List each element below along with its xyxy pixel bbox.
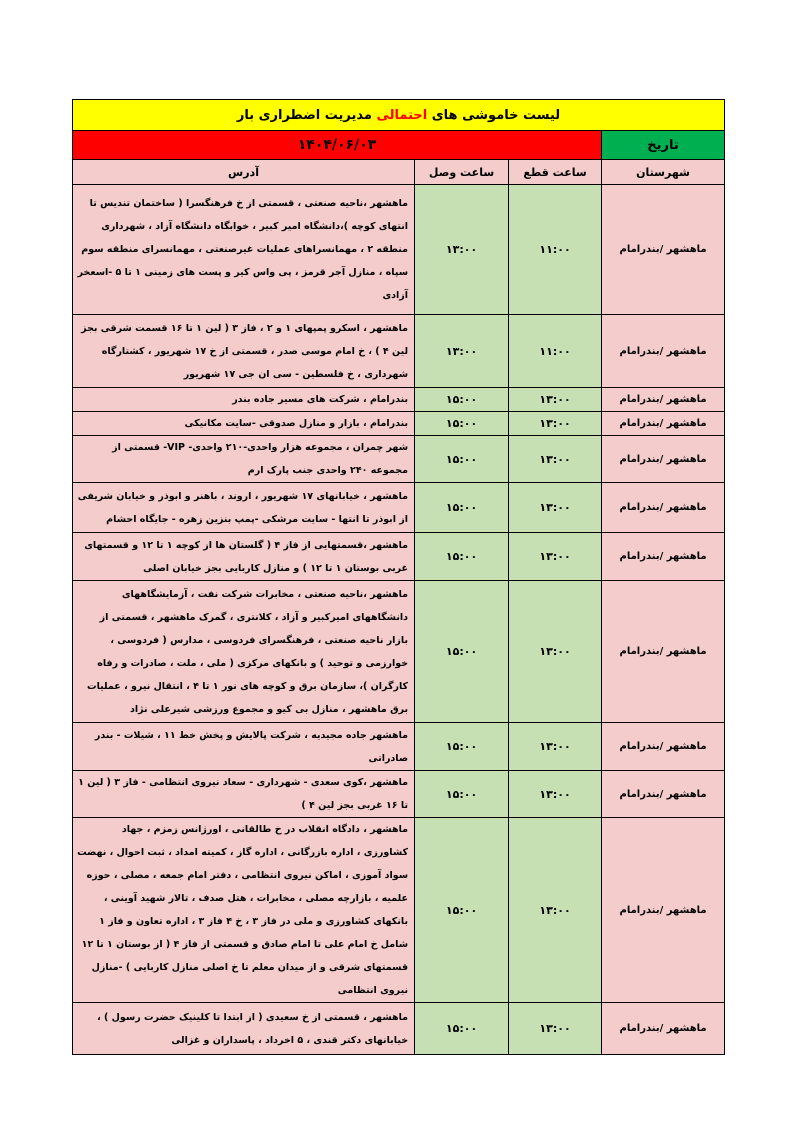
title-part2: مدیریت اضطراری بار xyxy=(236,107,372,123)
row-city: ماهشهر /بندرامام xyxy=(602,436,725,483)
row-city: ماهشهر /بندرامام xyxy=(602,581,725,723)
row-connect-time: ۱۵:۰۰ xyxy=(415,771,509,818)
row-address: بندرامام ، بازار و منازل صدوقی -سایت مکانیکی xyxy=(73,412,415,436)
table-row xyxy=(73,1003,725,1055)
row-cut-time: ۱۳:۰۰ xyxy=(509,533,602,581)
row-city: ماهشهر /بندرامام xyxy=(602,771,725,818)
row-address: شهر چمران ، مجموعه هزار واحدی-۲۱۰ واحدی- VIP- قسمتی از مجموعه ۲۴۰ واحدی جنب پارک ارم xyxy=(73,436,415,483)
row-connect-time: ۱۵:۰۰ xyxy=(415,581,509,723)
row-connect-time: ۱۵:۰۰ xyxy=(415,483,509,533)
header-cut-time: ساعت قطع xyxy=(509,160,602,185)
table-row xyxy=(73,436,725,483)
row-city: ماهشهر /بندرامام xyxy=(602,1003,725,1055)
row-city: ماهشهر /بندرامام xyxy=(602,818,725,1003)
row-city: ماهشهر /بندرامام xyxy=(602,533,725,581)
table-row xyxy=(73,581,725,723)
row-cut-time: ۱۳:۰۰ xyxy=(509,771,602,818)
row-cut-time: ۱۳:۰۰ xyxy=(509,723,602,771)
row-address: ماهشهر ،ناحیه صنعتی ، قسمتی از خ فرهنگسرا ( ساختمان تندیس تا انتهای کوچه )،دانشگاه امیر کبیر ، خوابگاه دانشگاه آزاد ، شهرداری منطقه ۲ ، مهمانسراهای عملیات غیرصنعتی ، مهمانسرای منطقه سوم سپاه ، منازل آجر قرمز ، پی واس کیر و پست های زمینی ۱ تا ۵ -اسعخر آزادی xyxy=(73,185,415,315)
outage-table xyxy=(72,99,725,1055)
title-highlight: احتمالی xyxy=(376,107,428,123)
table-row xyxy=(73,388,725,412)
table-row xyxy=(73,771,725,818)
row-address: ماهشهر ، قسمتی از خ سعیدی ( از ابتدا تا کلینیک حضرت رسول ) ، خیابانهای دکتر قندی ، ۵ اخرداد ، پاسداران و غزالی xyxy=(73,1003,415,1055)
row-cut-time: ۱۳:۰۰ xyxy=(509,436,602,483)
row-address: ماهشهر ، اسکرو پمپهای ۱ و ۲ ، فاز ۳ ( لین ۱ تا ۱۶ قسمت شرقی بجز لین ۴ ) ، خ امام موسی صدر ، قسمتی از خ ۱۷ شهریور ، کشتارگاه شهرداری ، خ فلسطین - سی ان جی ۱۷ شهریور xyxy=(73,315,415,388)
row-city: ماهشهر /بندرامام xyxy=(602,412,725,436)
row-city: ماهشهر /بندرامام xyxy=(602,185,725,315)
table-row xyxy=(73,315,725,388)
header-city: شهرستان xyxy=(602,160,725,185)
table-row xyxy=(73,533,725,581)
table-row xyxy=(73,818,725,1003)
row-cut-time: ۱۱:۰۰ xyxy=(509,315,602,388)
title-part1: لیست خاموشی های xyxy=(431,107,561,123)
date-value: ۱۴۰۴/۰۶/۰۳ xyxy=(73,131,602,160)
row-cut-time: ۱۳:۰۰ xyxy=(509,483,602,533)
row-connect-time: ۱۵:۰۰ xyxy=(415,1003,509,1055)
row-city: ماهشهر /بندرامام xyxy=(602,388,725,412)
row-connect-time: ۱۵:۰۰ xyxy=(415,818,509,1003)
row-cut-time: ۱۳:۰۰ xyxy=(509,1003,602,1055)
header-address: آدرس xyxy=(73,160,415,185)
table-row xyxy=(73,483,725,533)
row-cut-time: ۱۳:۰۰ xyxy=(509,818,602,1003)
table-row xyxy=(73,723,725,771)
row-address: ماهشهر جاده مجیدیه ، شرکت پالایش و پخش خط ۱۱ ، شیلات - بندر صادراتی xyxy=(73,723,415,771)
header-connect-time: ساعت وصل xyxy=(415,160,509,185)
row-address: ماهشهر ، خیابانهای ۱۷ شهریور ، اروند ، باهنر و ابوذر و خیابان شریفی از ابوذر تا انتها - سایت مرشکی -پمپ بنزین زهره - جایگاه احشام xyxy=(73,483,415,533)
table-row xyxy=(73,185,725,315)
row-connect-time: ۱۳:۰۰ xyxy=(415,185,509,315)
row-cut-time: ۱۳:۰۰ xyxy=(509,581,602,723)
row-address: ماهشهر ،قسمتهایی از فاز ۴ ( گلستان ها از کوچه ۱ تا ۱۲ و قسمتهای غربی بوستان ۱ تا ۱۲ ) و منازل کاربایی بجز خیابان اصلی xyxy=(73,533,415,581)
row-address: ماهشهر ، دادگاه انقلاب در خ طالقانی ، اورژانس زمزم ، جهاد کشاورزی ، اداره بازرگانی ، اداره گاز ، کمیته امداد ، ثبت احوال ، نهضت سواد آموزی ، اماکن نیروی انتظامی ، دفتر امام جمعه ، مصلی ، حوزه علمیه ، بازارچه مصلی ، مخابرات ، هتل صدف ، تالار شهید آوینی ، بانکهای کشاورزی و ملی در فاز ۳ ، خ ۴ فاز ۳ ، اداره تعاون و فاز ۱ شامل خ امام علی تا امام صادق و قسمتی از فاز ۴ ( از بوستان ۱ تا ۱۲ قسمتهای شرقی و از میدان معلم تا خ اصلی منازل کاربایی ) -منازل نیروی انتظامی xyxy=(73,818,415,1003)
row-address: ماهشهر ،کوی سعدی - شهرداری - سعاد نیروی انتظامی - فاز ۳ ( لین ۱ تا ۱۶ غربی بجز لین ۴ ) xyxy=(73,771,415,818)
row-city: ماهشهر /بندرامام xyxy=(602,315,725,388)
row-address: بندرامام ، شرکت های مسیر جاده بندر xyxy=(73,388,415,412)
row-connect-time: ۱۵:۰۰ xyxy=(415,388,509,412)
row-connect-time: ۱۳:۰۰ xyxy=(415,315,509,388)
row-address: ماهشهر ،ناحیه صنعتی ، مخابرات شرکت نفت ، آزمایشگاههای دانشگاههای امیرکبیر و آزاد ، کلانتری ، گمرک ماهشهر ، قسمتی از بازار ناحیه صنعتی ، فرهنگسرای فردوسی ، مدارس ( فردوسی ، خوارزمی و توحید ) و بانکهای مرکزی ( ملی ، ملت ، صادرات و رفاه کارگران )، سازمان برق و کوچه های نور ۱ تا ۴ ، انتقال نیرو ، عملیات برق ماهشهر ، منازل بی کیو و مجموع ورزشی شیرعلی نژاد xyxy=(73,581,415,723)
table-title xyxy=(73,100,725,131)
row-cut-time: ۱۳:۰۰ xyxy=(509,412,602,436)
table-row xyxy=(73,412,725,436)
row-cut-time: ۱۱:۰۰ xyxy=(509,185,602,315)
row-connect-time: ۱۵:۰۰ xyxy=(415,436,509,483)
row-connect-time: ۱۵:۰۰ xyxy=(415,723,509,771)
date-label: تاریخ xyxy=(602,131,725,160)
row-connect-time: ۱۵:۰۰ xyxy=(415,412,509,436)
row-connect-time: ۱۵:۰۰ xyxy=(415,533,509,581)
row-city: ماهشهر /بندرامام xyxy=(602,483,725,533)
row-cut-time: ۱۳:۰۰ xyxy=(509,388,602,412)
row-city: ماهشهر /بندرامام xyxy=(602,723,725,771)
